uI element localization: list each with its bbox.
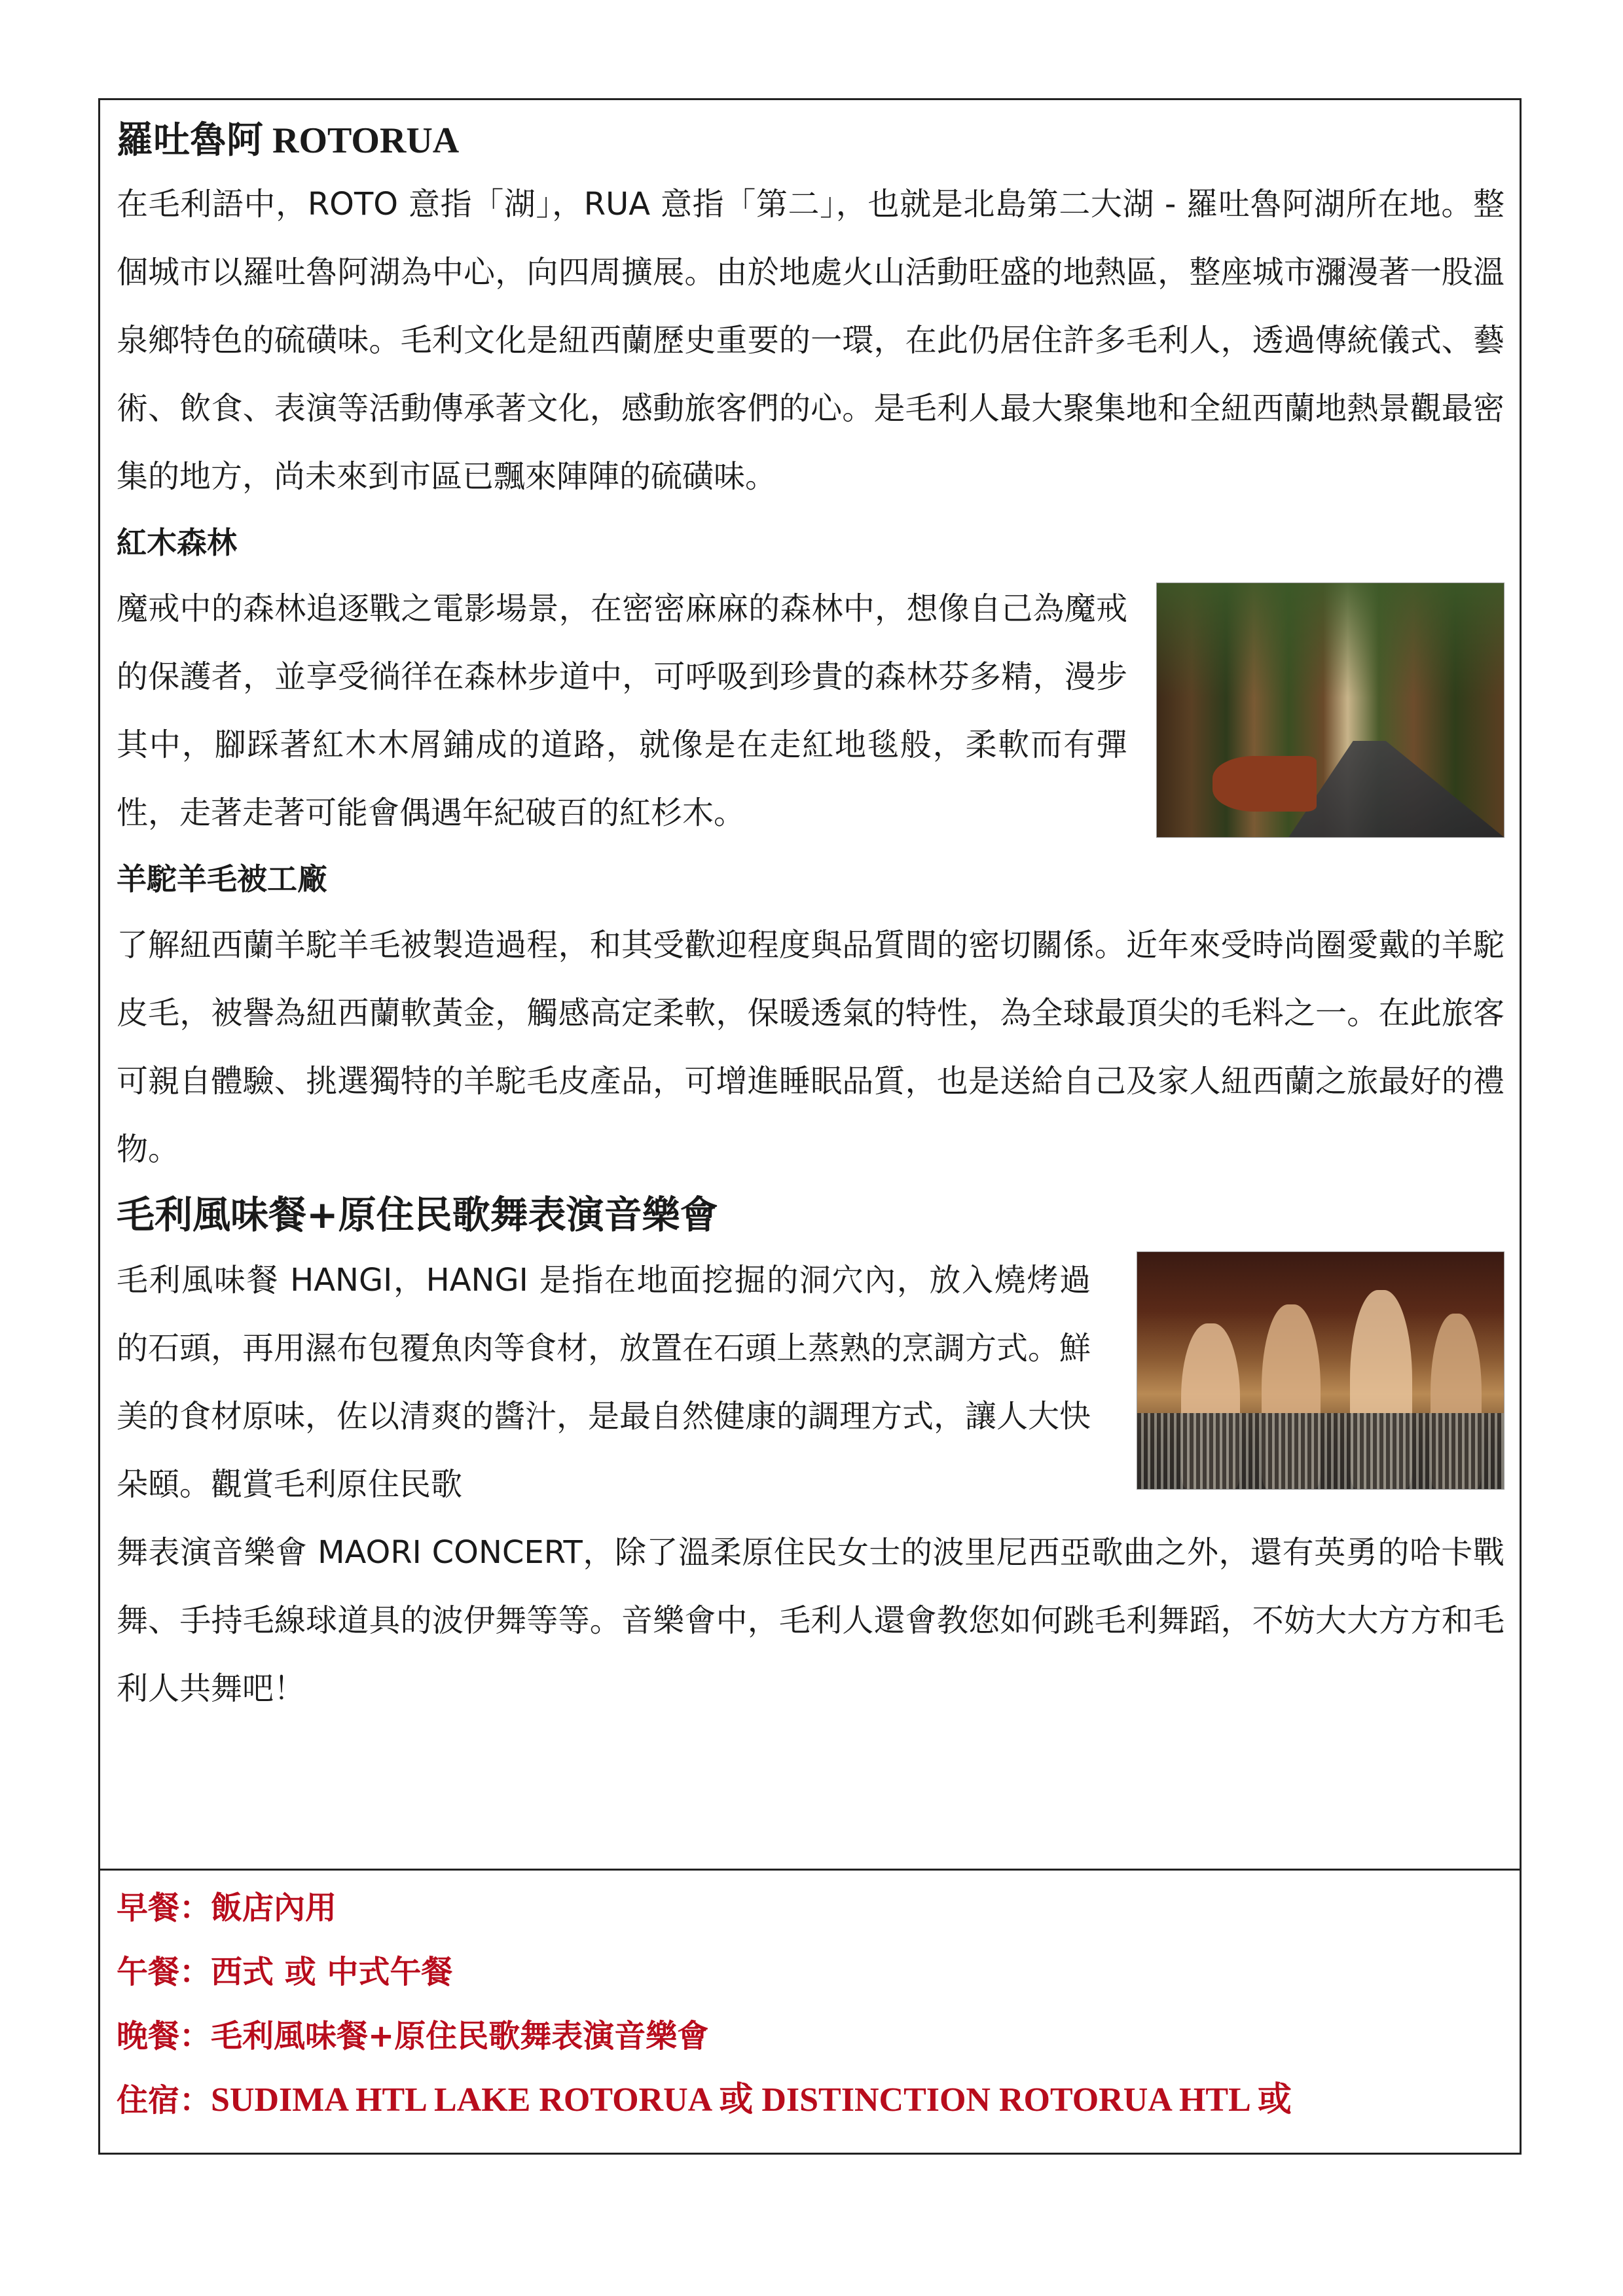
forest-road [1288, 741, 1504, 837]
itinerary-content [117, 111, 1504, 1723]
redwood-forest-photo [1156, 583, 1504, 838]
hangi-section [117, 1246, 1504, 1518]
alpaca-title: 羊駝羊毛被工廠 [117, 861, 327, 897]
hotel-line [117, 2068, 1504, 2132]
breakfast-line: 早餐：飯店內用 [117, 1890, 337, 1926]
redwood-title: 紅木森林 [117, 525, 237, 560]
redwood-section [117, 575, 1504, 847]
alpaca-body: 了解紐西蘭羊駝羊毛被製造過程，和其受歡迎程度與品質間的密切關係。近年來受時尚圈愛戴的羊駝皮毛，被譽為紐西蘭軟黃金，觸感高定柔軟，保暖透氣的特性，為全球最頂尖的毛料之一。在此旅客可親自體驗、挑選獨特的羊駝毛皮產品，可增進睡眠品質，也是送給自己及家人紐西蘭之旅最好的禮物。 [117, 927, 1504, 1168]
lunch-line: 午餐：西式 或 中式午餐 [117, 1954, 453, 1990]
dinner-line: 晚餐：毛利風味餐+原住民歌舞表演音樂會 [117, 2018, 709, 2054]
redwood-body: 魔戒中的森林追逐戰之電影場景，在密密麻麻的森林中，想像自己為魔戒的保護者，並享受徜徉在森林步道中，可呼吸到珍貴的森林芬多精，漫步其中，腳踩著紅木木屑鋪成的道路，就像是在走紅地毯般，柔軟而有彈性，走著走著可能會偶遇年紀破百的紅杉木。 [117, 590, 1127, 831]
forest-canopy [1157, 583, 1504, 698]
hangi-title: 毛利風味餐+原住民歌舞表演音樂會 [117, 1193, 718, 1237]
hangi-body-part1: 毛利風味餐 HANGI，HANGI 是指在地面挖掘的洞穴內，放入燒烤過的石頭，再用濕布包覆魚肉等食材，放置在石頭上蒸熟的烹調方式。鮮美的食材原味，佐以清爽的醬汁，是最自然健康的調理方式，讓人大快朵頤。觀賞毛利原住民歌 [117, 1262, 1091, 1503]
rotorua-title: 羅吐魯阿 ROTORUA [117, 120, 460, 161]
hangi-body-part2: 舞表演音樂會 MAORI CONCERT，除了溫柔原住民女士的波里尼西亞歌曲之外，還有英勇的哈卡戰舞、手持毛線球道具的波伊舞等等。音樂會中，毛利人還會教您如何跳毛利舞蹈，不妨大大方方和毛利人共舞吧！ [117, 1534, 1504, 1707]
hotel-value: SUDIMA HTL LAKE ROTORUA 或 DISTINCTION ROTORUA HTL 或 [211, 2081, 1292, 2119]
hotel-label: 住宿： [117, 2082, 211, 2119]
maori-performance-photo [1137, 1251, 1504, 1490]
flax-skirts [1137, 1413, 1504, 1489]
meals-info [117, 1876, 1504, 2132]
rotorua-body: 在毛利語中，ROTO 意指「湖」，RUA 意指「第二」，也就是北島第二大湖 - 羅吐魯阿湖所在地。整個城市以羅吐魯阿湖為中心，向四周擴展。由於地處火山活動旺盛的地熱區，整座城市瀰漫著一股溫泉鄉特色的硫磺味。毛利文化是紐西蘭歷史重要的一環，在此仍居住許多毛利人，透過傳統儀式、藝術、飲食、表演等活動傳承著文化，感動旅客們的心。是毛利人最大聚集地和全紐西蘭地熱景觀最密集的地方，尚未來到市區已飄來陣陣的硫磺味。 [117, 186, 1504, 495]
section-divider [98, 1869, 1522, 1871]
redwood-log [1213, 756, 1317, 812]
